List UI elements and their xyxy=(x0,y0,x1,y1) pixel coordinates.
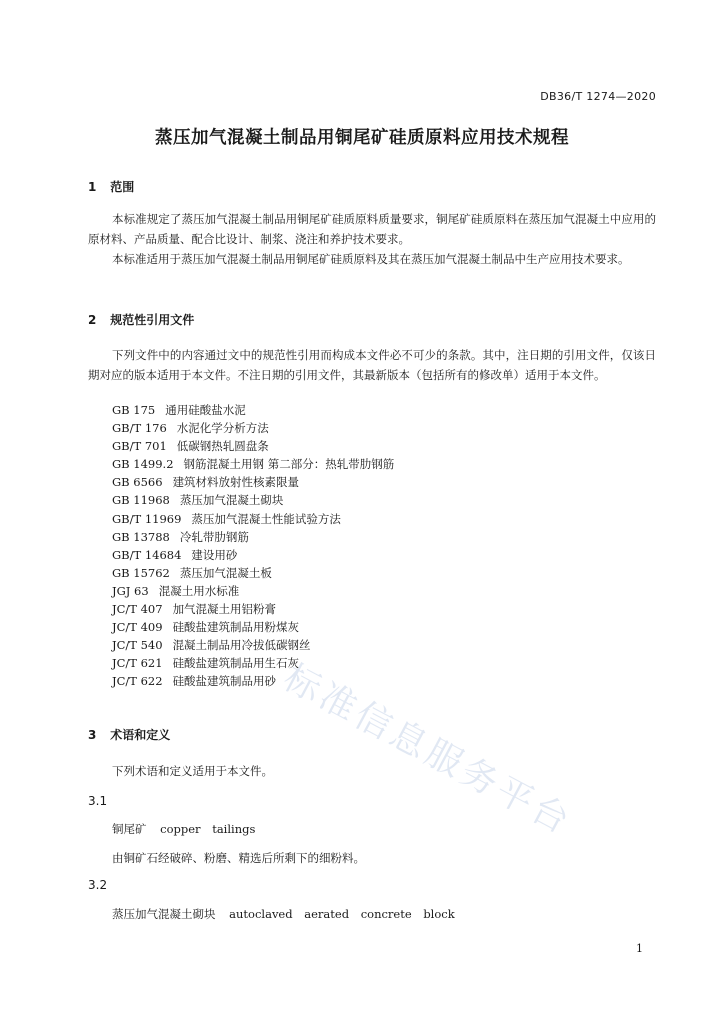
reference-item xyxy=(112,419,394,437)
term-number: 3.2 xyxy=(88,878,108,892)
reference-code: JC/T 621 xyxy=(112,656,163,671)
scope-text xyxy=(88,209,656,269)
reference-code: JC/T 409 xyxy=(112,620,163,635)
reference-item xyxy=(112,636,394,654)
term-cn: 蒸压加气混凝土砌块 xyxy=(112,907,216,921)
page-number: 1 xyxy=(636,942,643,955)
reference-title: 硅酸盐建筑制品用粉煤灰 xyxy=(172,620,300,635)
reference-title: 硅酸盐建筑制品用生石灰 xyxy=(172,656,300,671)
reference-title: 水泥化学分析方法 xyxy=(176,421,269,436)
reference-title: 通用硅酸盐水泥 xyxy=(165,403,246,417)
reference-title: 钢筋混凝土用钢 第二部分：热轧带肋钢筋 xyxy=(183,457,395,472)
term-cn: 铜尾矿 xyxy=(112,822,147,836)
reference-list xyxy=(112,401,394,691)
reference-title: 混凝土制品用冷拔低碳钢丝 xyxy=(172,638,311,653)
term-definition: 由铜矿石经破碎、粉磨、精选后所剩下的细粉料。 xyxy=(112,851,365,865)
term-entry xyxy=(112,906,455,922)
section-number: 2 xyxy=(88,313,97,327)
reference-code: GB/T 701 xyxy=(112,439,167,454)
section-number: 3 xyxy=(88,728,97,742)
section-title: 规范性引用文件 xyxy=(110,313,195,327)
reference-item xyxy=(112,654,394,672)
reference-item xyxy=(112,455,394,473)
reference-item xyxy=(112,491,394,509)
reference-item xyxy=(112,473,394,491)
reference-item xyxy=(112,401,394,419)
reference-code: GB/T 14684 xyxy=(112,547,182,562)
reference-code: GB 11968 xyxy=(112,493,170,508)
reference-item xyxy=(112,600,394,618)
reference-code: GB/T 176 xyxy=(112,421,167,436)
section-heading-terms xyxy=(88,726,170,743)
normative-intro xyxy=(88,345,656,385)
reference-title: 硅酸盐建筑制品用砂 xyxy=(172,674,277,689)
term-entry xyxy=(112,821,255,837)
reference-code: JC/T 540 xyxy=(112,638,163,653)
section-number: 1 xyxy=(88,180,97,194)
reference-item xyxy=(112,528,394,546)
reference-code: GB 6566 xyxy=(112,475,163,490)
reference-item xyxy=(112,618,394,636)
section-heading-normative xyxy=(88,311,194,328)
section-title: 范围 xyxy=(110,180,135,194)
terms-intro xyxy=(88,761,656,781)
paragraph: 下列文件中的内容通过文中的规范性引用而构成本文件必不可少的条款。其中，注日期的引用文件，仅该日期对应的版本适用于本文件。不注日期的引用文件，其最新版本（包括所有的修改单）适用于本文件。 xyxy=(88,348,656,382)
document-title: 蒸压加气混凝土制品用铜尾矿硅质原料应用技术规程 xyxy=(155,128,569,148)
term-number: 3.1 xyxy=(88,794,108,808)
reference-item xyxy=(112,510,394,528)
reference-code: JC/T 407 xyxy=(112,602,163,617)
reference-item xyxy=(112,564,394,582)
reference-title: 建筑材料放射性核素限量 xyxy=(172,475,300,490)
term-en: autoclaved aerated concrete block xyxy=(229,907,455,921)
reference-title: 冷轧带肋钢筋 xyxy=(179,529,249,544)
reference-title: 加气混凝土用铝粉膏 xyxy=(172,602,277,617)
section-heading-scope xyxy=(88,178,134,195)
reference-item xyxy=(112,546,394,564)
reference-title: 蒸压加气混凝土砌块 xyxy=(179,493,284,508)
section-title: 术语和定义 xyxy=(110,728,171,742)
reference-title: 蒸压加气混凝土性能试验方法 xyxy=(191,511,341,526)
reference-title: 建设用砂 xyxy=(191,547,238,562)
watermark: 标准信息服务平台 xyxy=(276,657,579,844)
paragraph: 本标准规定了蒸压加气混凝土制品用铜尾矿硅质原料质量要求，铜尾矿硅质原料在蒸压加气混凝土中应用的原材料、产品质量、配合比设计、制浆、浇注和养护技术要求。 xyxy=(88,212,656,246)
reference-code: JGJ 63 xyxy=(112,583,149,598)
term-en: copper tailings xyxy=(160,822,256,836)
reference-title: 低碳钢热轧圆盘条 xyxy=(176,439,269,454)
reference-title: 混凝土用水标准 xyxy=(158,583,240,598)
reference-code: GB 175 xyxy=(112,403,156,417)
reference-code: JC/T 622 xyxy=(112,674,163,689)
standard-code: DB36/T 1274—2020 xyxy=(540,90,656,103)
reference-code: GB 1499.2 xyxy=(112,457,174,472)
reference-item xyxy=(112,437,394,455)
reference-code: GB/T 11969 xyxy=(112,511,182,526)
reference-code: GB 13788 xyxy=(112,529,170,544)
paragraph: 本标准适用于蒸压加气混凝土制品用铜尾矿硅质原料及其在蒸压加气混凝土制品中生产应用技术要求。 xyxy=(112,252,630,266)
reference-item xyxy=(112,582,394,600)
reference-code: GB 15762 xyxy=(112,565,170,580)
paragraph: 下列术语和定义适用于本文件。 xyxy=(112,764,273,778)
reference-title: 蒸压加气混凝土板 xyxy=(179,565,272,580)
